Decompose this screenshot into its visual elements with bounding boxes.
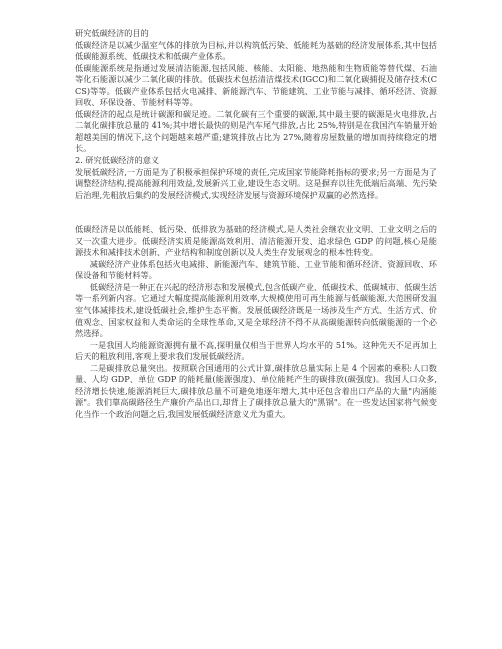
section2-title: 2. 研究低碳经济的意义 (75, 155, 160, 166)
section1-paragraph-1: 低碳经济是以减少温室气体的排放为目标,并以构筑低污染、低能耗为基础的经济发展体系,其中包括低碳能源系统、低碳技术和低碳产业体系。 (75, 39, 437, 62)
section3-paragraph-2: 减碳经济产业体系包括火电减排、新能源汽车、建筑节能、工业节能和循环经济、资源回收、环保设备和节能材料等。 (75, 258, 437, 281)
section-spacer (75, 201, 437, 224)
document-page (75, 28, 437, 421)
section1-paragraph-3: 低碳经济的起点是统计碳源和碳足迹。二氧化碳有三个重要的碳源,其中最主要的碳源是火电排放,占二氧化碳排放总量的 41%;其中增长最快的则是汽车尾气排放,占比 25%,特别是在我国汽车销量开始超越美国的情况下,这个问题越来越严重;建筑排放占比为 27%,随着房屋数量的增加而持续稳定的增长。 (75, 108, 437, 154)
section2-paragraph-1: 发展低碳经济,一方面是为了积极承担保护环境的责任,完成国家节能降耗指标的要求;另一方面是为了调整经济结构,提高能源利用效益,发展新兴工业,建设生态文明。这是摒弃以往先低端后高端、先污染后治理,先粗放后集约的发展经济模式,实现经济发展与资源环境保护双赢的必然选择。 (75, 166, 437, 200)
section1-title: 研究低碳经济的目的 (75, 28, 149, 38)
section3-paragraph-1: 低碳经济是以低能耗、低污染、低排放为基础的经济模式,是人类社会继农业文明、工业文明之后的又一次重大进步。低碳经济实质是能源高效利用、清洁能源开发、追求绿色 GDP 的问题,核心是能源技术和减排技术创新、产业结构和制度创新以及人类生存发展观念的根本性转变。 (75, 224, 437, 258)
section3-paragraph-4: 一是我国人均能源资源拥有量不高,探明量仅相当于世界人均水平的 51%。这种先天不足再加上后天的粗放利用,客观上要求我们发展低碳经济。 (75, 339, 437, 362)
section3-paragraph-5: 二是碳排放总量突出。按照联合国通用的公式计算,碳排放总量实际上是 4 个因素的乘积:人口数量、人均 GDP、单位 GDP 的能耗量(能源强度)、单位能耗产生的碳排放(碳强度)。我国人口众多,经济增长快速,能源消耗巨大,碳排放总量不可避免地逐年增大,其中还包含着出口产品的大量"内涵能源"。我们靠高碳路径生产廉价产品出口,却背上了碳排放总量大的"黑锅"。在一些发达国家将气候变化当作一个政治问题之后,我国发展低碳经济意义尤为重大。 (75, 362, 437, 419)
section3-paragraph-3: 低碳经济是一种正在兴起的经济形态和发展模式,包含低碳产业、低碳技术、低碳城市、低碳生活等一系列新内容。它通过大幅度提高能源利用效率,大规模使用可再生能源与低碳能源,大范围研发温室气体减排技术,建设低碳社会,维护生态平衡。发展低碳经济既是一场涉及生产方式、生活方式、价值观念、国家权益和人类命运的全球性革命,又是全球经济不得不从高碳能源转向低碳能源的一个必然选择。 (75, 281, 437, 339)
section1-paragraph-2: 低碳能源系统是指通过发展清洁能源,包括风能、核能、太阳能、地热能和生物质能等替代煤、石油等化石能源以减少二氧化碳的排放。低碳技术包括清洁煤技术(IGCC)和二氧化碳捕捉及储存技术(CCS)等等。低碳产业体系包括火电减排、新能源汽车、节能建筑、工业节能与减排、循环经济、资源回收、环保设备、节能材料等等。 (75, 62, 437, 108)
